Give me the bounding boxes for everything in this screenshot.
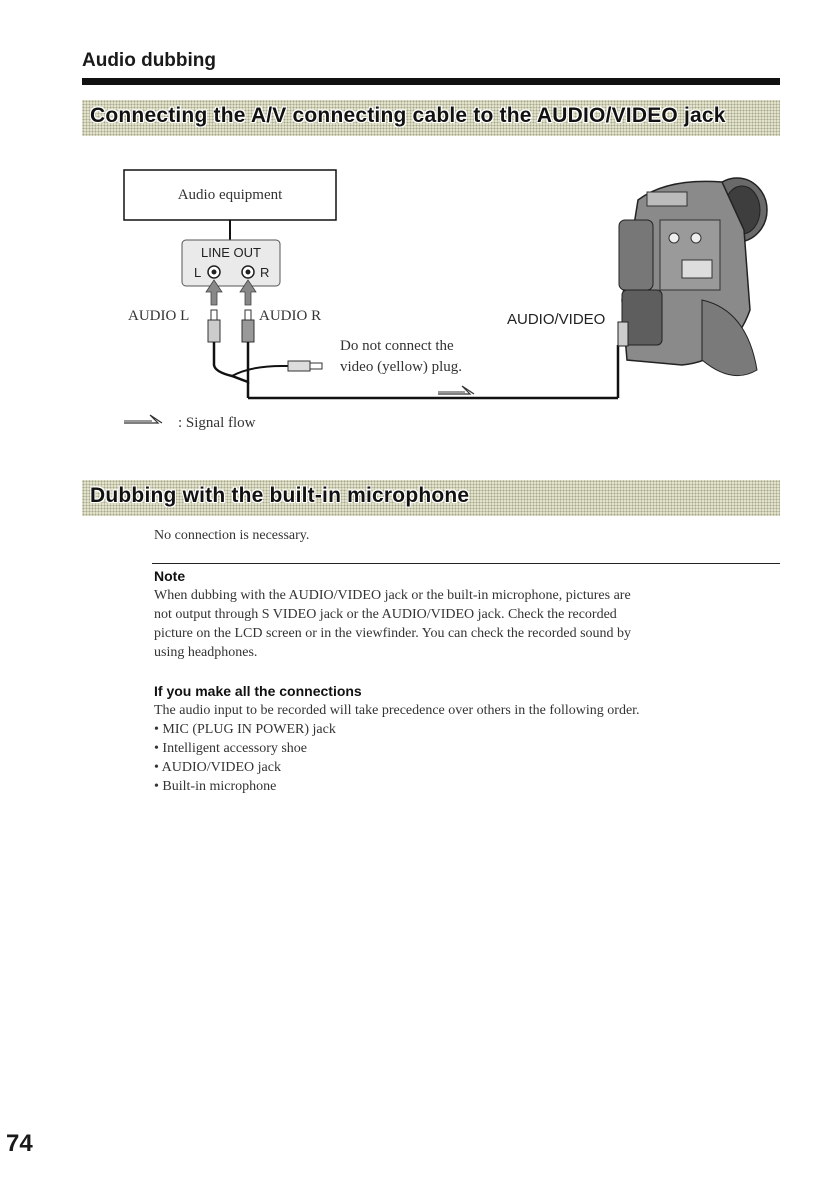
audio-l-label: AUDIO L (128, 308, 190, 324)
connections-intro: The audio input to be recorded will take precedence over others in the following order. (154, 703, 640, 718)
section2-title: Dubbing with the built-in microphone (90, 484, 470, 507)
audio-equipment-label: Audio equipment (177, 187, 283, 203)
connection-diagram (82, 160, 780, 440)
warning-line2: video (yellow) plug. (340, 359, 463, 375)
audio-r-plug-icon (242, 320, 254, 342)
connections-heading: If you make all the connections (154, 683, 362, 699)
section-title: Audio dubbing (82, 50, 217, 71)
page-number: 74 (6, 1130, 33, 1157)
audio-r-label: AUDIO R (259, 308, 322, 324)
list-item: • Built-in microphone (154, 779, 277, 794)
note-body (154, 586, 794, 662)
left-channel-label: L (194, 265, 202, 280)
header-rule (82, 78, 780, 85)
right-channel-label: R (260, 265, 270, 280)
note-rule (152, 563, 780, 564)
signal-flow-legend: : Signal flow (178, 415, 256, 431)
note-line: not output through S VIDEO jack or the AUDIO/VIDEO jack. Check the recorded (154, 607, 617, 622)
audio-video-label: AUDIO/VIDEO (507, 311, 606, 328)
list-item: • MIC (PLUG IN POWER) jack (154, 722, 336, 737)
section1-title: Connecting the A/V connecting cable to the AUDIO/VIDEO jack (90, 104, 726, 127)
section1-banner (82, 100, 780, 136)
note-line: When dubbing with the AUDIO/VIDEO jack or the built-in microphone, pictures are (154, 588, 631, 603)
note-line: picture on the LCD screen or in the viewfinder. You can check the recorded sound by (154, 626, 632, 641)
legend-arrow-icon (124, 415, 162, 423)
list-item: • Intelligent accessory shoe (154, 741, 308, 756)
note-heading: Note (154, 568, 186, 584)
no-connection-text: No connection is necessary. (154, 528, 310, 543)
list-item: • AUDIO/VIDEO jack (154, 760, 281, 775)
audio-cable (214, 342, 248, 382)
signal-flow-arrow-icon (438, 386, 474, 394)
camcorder-icon (618, 178, 767, 376)
section2-banner (82, 480, 780, 516)
warning-line1: Do not connect the (340, 338, 454, 354)
line-out-label: LINE OUT (201, 245, 261, 260)
note-line: using headphones. (154, 645, 258, 660)
audio-l-plug-icon (208, 320, 220, 342)
video-plug-icon (288, 361, 310, 371)
priority-list (154, 720, 336, 796)
